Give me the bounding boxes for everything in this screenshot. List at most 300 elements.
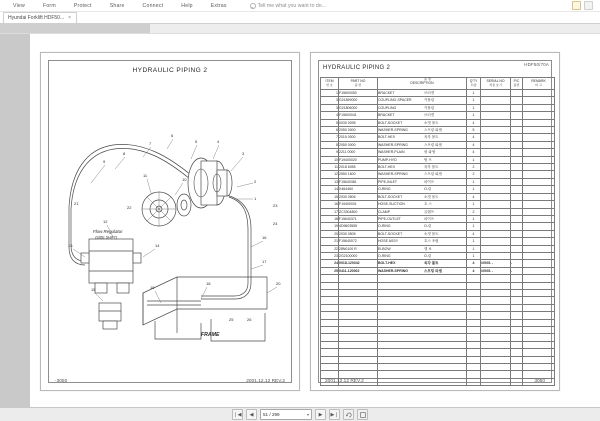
- cell-remark: [523, 141, 555, 148]
- cell-description: BRACKET 브러켓: [378, 90, 467, 97]
- cell-item: 21: [321, 238, 339, 245]
- cell-empty: [339, 364, 378, 371]
- cell-serial-no: [481, 245, 511, 252]
- cell-serial-no: [481, 215, 511, 222]
- svg-text:7: 7: [149, 141, 152, 146]
- cell-item: 13: [321, 178, 339, 185]
- cell-pc: [511, 252, 523, 259]
- lightbulb-icon: [250, 3, 255, 9]
- page-right-footer-right: 3050: [534, 379, 545, 384]
- previous-page-button[interactable]: ◀: [246, 409, 257, 420]
- cell-description: WASHER-PLAIN 평 와셈: [378, 149, 467, 156]
- cell-part-no: 2211 0000: [339, 149, 378, 156]
- cell-empty: [467, 327, 481, 334]
- next-page-button[interactable]: ▶: [315, 409, 326, 420]
- column-header-pc: P/C 품번: [511, 78, 523, 90]
- cell-empty: [321, 289, 339, 296]
- cell-empty: [481, 319, 511, 326]
- page-right-footer: [325, 379, 545, 384]
- cell-item: 18: [321, 215, 339, 222]
- cell-description: BOLT-HEX 육각 볼트: [378, 164, 467, 171]
- cell-item: 4: [321, 112, 339, 119]
- cell-empty: [523, 319, 555, 326]
- cell-empty: [481, 297, 511, 304]
- cell-empty: [511, 364, 523, 371]
- cell-part-no: F19400020: [339, 156, 378, 163]
- cell-empty: [511, 319, 523, 326]
- tell-me-label: Tell me what you want to do...: [257, 2, 327, 9]
- cell-pc: [511, 164, 523, 171]
- page-right[interactable]: [310, 52, 560, 391]
- column-header-description: DESCRIPTION 품 명: [378, 78, 467, 90]
- cell-empty: [378, 275, 467, 282]
- cell-part-no: F15640371: [339, 215, 378, 222]
- cell-empty: [523, 304, 555, 311]
- cell-empty: [481, 356, 511, 363]
- cell-part-no: 0030 0095: [339, 119, 378, 126]
- table-header-row: [321, 78, 555, 90]
- cell-qty: 1: [467, 238, 481, 245]
- cell-item: 10: [321, 156, 339, 163]
- cell-description: ELBOW 엘 보: [378, 245, 467, 252]
- table-filler-row: [321, 319, 555, 326]
- page-right-footer-left: 2001.12.12 REV.2: [325, 379, 364, 384]
- cell-empty: [378, 327, 467, 334]
- cell-pc: [511, 223, 523, 230]
- cell-empty: [339, 334, 378, 341]
- table-row: [321, 215, 555, 222]
- cell-empty: [467, 341, 481, 348]
- svg-text:19: 19: [150, 285, 155, 290]
- cell-empty: [339, 319, 378, 326]
- cell-part-no: F15640072: [339, 238, 378, 245]
- cell-empty: [511, 297, 523, 304]
- tell-me-search[interactable]: [250, 3, 326, 9]
- hydraulic-piping-diagram: [51, 87, 289, 367]
- fit-page-icon[interactable]: [357, 409, 368, 420]
- cell-item: 5: [321, 119, 339, 126]
- cell-empty: [339, 349, 378, 356]
- cell-description: O-RING O-링: [378, 223, 467, 230]
- cell-pc: [511, 193, 523, 200]
- table-row: [321, 134, 555, 141]
- cell-qty: 4: [467, 193, 481, 200]
- cell-pc: [511, 186, 523, 193]
- page-navigation-bar: [0, 407, 600, 421]
- cell-empty: [481, 312, 511, 319]
- cell-part-no: X464460: [339, 186, 378, 193]
- cell-remark: [523, 252, 555, 259]
- cell-serial-no: [481, 223, 511, 230]
- cell-serial-no: [481, 252, 511, 259]
- cell-empty: [511, 312, 523, 319]
- cell-empty: [467, 282, 481, 289]
- column-header-part-no: PART NO 품 번: [339, 78, 378, 90]
- cell-qty: 1: [467, 201, 481, 208]
- cell-empty: [378, 319, 467, 326]
- cell-qty: 1: [467, 112, 481, 119]
- cell-empty: [481, 327, 511, 334]
- cell-item: 7: [321, 134, 339, 141]
- cell-empty: [321, 297, 339, 304]
- cell-serial-no: [481, 134, 511, 141]
- close-icon[interactable]: ×: [68, 15, 72, 21]
- last-page-button[interactable]: ▶❘: [329, 409, 340, 420]
- cell-empty: [339, 312, 378, 319]
- cell-empty: [523, 341, 555, 348]
- cell-item: 23: [321, 252, 339, 259]
- table-row: [321, 141, 555, 148]
- cell-part-no: 2G2100000: [339, 252, 378, 259]
- cell-empty: [378, 312, 467, 319]
- cell-pc: [511, 238, 523, 245]
- cell-pc: [511, 245, 523, 252]
- cell-empty: [523, 364, 555, 371]
- cell-empty: [321, 371, 339, 378]
- cell-item: 16: [321, 201, 339, 208]
- cell-empty: [511, 371, 523, 378]
- cell-item: 17: [321, 208, 339, 215]
- table-filler-row: [321, 364, 555, 371]
- table-row: [321, 90, 555, 97]
- cell-empty: [339, 275, 378, 282]
- cell-empty: [321, 327, 339, 334]
- cell-empty: [467, 275, 481, 282]
- cell-serial-no: [481, 201, 511, 208]
- cell-serial-no: [481, 171, 511, 178]
- cell-description: PIPE-OUTLET 파이프: [378, 215, 467, 222]
- cell-empty: [378, 341, 467, 348]
- table-row: [321, 186, 555, 193]
- table-row: [321, 178, 555, 185]
- page-left-footer: [55, 379, 285, 384]
- table-row: [321, 119, 555, 126]
- cell-description: BOLT-SOCKET 소켓 볼트: [378, 193, 467, 200]
- cell-pc: -: [511, 260, 523, 267]
- cell-item: 22: [321, 245, 339, 252]
- table-row: [321, 104, 555, 111]
- menu-item-extras[interactable]: Extras: [210, 2, 227, 9]
- table-filler-row: [321, 349, 555, 356]
- column-header-serial-no: SERIAL NO 적용 호기: [481, 78, 511, 90]
- cell-empty: [511, 334, 523, 341]
- cell-empty: [321, 319, 339, 326]
- cell-description: HOSE-SUCTION 호 스: [378, 201, 467, 208]
- cell-remark: [523, 127, 555, 134]
- table-filler-row: [321, 275, 555, 282]
- cell-empty: [511, 349, 523, 356]
- cell-remark: [523, 134, 555, 141]
- cell-serial-no: [481, 112, 511, 119]
- toolbar-band: [0, 24, 600, 34]
- cell-part-no: ZC3304800: [339, 208, 378, 215]
- cell-pc: [511, 215, 523, 222]
- svg-text:18: 18: [206, 281, 211, 286]
- cell-serial-no: [481, 104, 511, 111]
- table-filler-row: [321, 297, 555, 304]
- svg-text:15: 15: [91, 287, 96, 292]
- options-button[interactable]: [584, 1, 593, 10]
- cell-pc: [511, 178, 523, 185]
- chevron-down-icon[interactable]: ▾: [306, 412, 309, 417]
- cell-qty: 2: [467, 164, 481, 171]
- menu-item-view[interactable]: View: [13, 2, 25, 9]
- cell-empty: [481, 282, 511, 289]
- cell-pc: -: [511, 267, 523, 274]
- cell-empty: [467, 371, 481, 378]
- cell-item: 9: [321, 149, 339, 156]
- frame-label: FRAME: [201, 332, 220, 338]
- menu-item-help[interactable]: Help: [181, 2, 193, 9]
- cell-qty: 1: [467, 97, 481, 104]
- svg-text:26: 26: [247, 317, 252, 322]
- cell-empty: [511, 341, 523, 348]
- cell-item: 19: [321, 223, 339, 230]
- cell-remark: [523, 245, 555, 252]
- page-left-footer-left: -3050: [55, 379, 68, 384]
- svg-text:17: 17: [262, 259, 267, 264]
- cell-item: 15: [321, 193, 339, 200]
- cell-serial-no: [481, 127, 511, 134]
- cell-qty: 5: [467, 127, 481, 134]
- cell-empty: [321, 364, 339, 371]
- cell-empty: [467, 319, 481, 326]
- cell-empty: [378, 334, 467, 341]
- cell-remark: [523, 171, 555, 178]
- account-button[interactable]: [572, 1, 581, 10]
- parts-table-title: HYDRAULIC PIPING 2: [323, 65, 391, 71]
- cell-remark: [523, 90, 555, 97]
- svg-text:5: 5: [195, 139, 198, 144]
- svg-text:14: 14: [155, 243, 160, 248]
- cell-qty: 1: [467, 178, 481, 185]
- window-controls: [572, 1, 596, 10]
- table-filler-row: [321, 334, 555, 341]
- column-header-remark: REMARK 비 고: [523, 78, 555, 90]
- menu-item-connect[interactable]: Connect: [142, 2, 164, 9]
- column-header-qty: Q'TY 수량: [467, 78, 481, 90]
- cell-part-no: G21806000: [339, 104, 378, 111]
- thumbnail-panel[interactable]: [0, 34, 30, 407]
- document-viewer: [0, 34, 600, 407]
- cell-pc: [511, 119, 523, 126]
- cell-remark: [523, 208, 555, 215]
- table-filler-row: [321, 304, 555, 311]
- cell-empty: [378, 356, 467, 363]
- cell-description: PIPE-INLET 파이프: [378, 178, 467, 185]
- page-left[interactable]: [40, 52, 300, 391]
- cell-empty: [511, 304, 523, 311]
- cell-remark: [523, 112, 555, 119]
- cell-qty: 1: [467, 252, 481, 259]
- cell-empty: [481, 341, 511, 348]
- cell-empty: [511, 282, 523, 289]
- cell-item: 20: [321, 230, 339, 237]
- parts-table: [320, 77, 555, 386]
- menu-item-share[interactable]: Share: [109, 2, 125, 9]
- cell-description: WASHER-SPRING 스프링 와셈: [378, 127, 467, 134]
- cell-empty: [523, 334, 555, 341]
- table-row: [321, 112, 555, 119]
- cell-empty: [523, 275, 555, 282]
- cell-serial-no: [481, 141, 511, 148]
- svg-text:9: 9: [103, 159, 106, 164]
- cell-empty: [339, 304, 378, 311]
- cell-part-no: G21899000: [339, 97, 378, 104]
- cell-serial-no: [481, 178, 511, 185]
- cell-pc: [511, 149, 523, 156]
- cell-item: 3: [321, 104, 339, 111]
- parts-table-body: [321, 90, 555, 386]
- svg-text:22: 22: [127, 205, 132, 210]
- menu-item-form[interactable]: Form: [42, 2, 56, 9]
- svg-text:11: 11: [143, 173, 148, 178]
- cell-empty: [481, 289, 511, 296]
- table-row: [321, 223, 555, 230]
- cell-part-no: 0018-120042: [339, 260, 378, 267]
- cell-empty: [481, 334, 511, 341]
- cell-description: BOLT-SOCKET 소켓 볼트: [378, 230, 467, 237]
- table-filler-row: [321, 371, 555, 378]
- cell-description: BOLT-HEX 육각 볼트: [378, 134, 467, 141]
- cell-part-no: F19400001: [339, 201, 378, 208]
- cell-empty: [378, 364, 467, 371]
- cell-part-no: 0411-120002: [339, 267, 378, 274]
- cell-serial-no: [481, 230, 511, 237]
- cell-qty: 1: [467, 245, 481, 252]
- table-row: [321, 149, 555, 156]
- cell-empty: [511, 327, 523, 334]
- cell-pc: [511, 97, 523, 104]
- cell-serial-no: [481, 149, 511, 156]
- cell-qty: 2: [467, 208, 481, 215]
- svg-text:4: 4: [217, 139, 220, 144]
- page-spread: [40, 52, 560, 391]
- cell-empty: [339, 341, 378, 348]
- document-tab[interactable]: [3, 12, 77, 23]
- cell-empty: [321, 356, 339, 363]
- cell-remark: [523, 193, 555, 200]
- page-title: HYDRAULIC PIPING 2: [132, 67, 208, 74]
- cell-qty: 1: [467, 104, 481, 111]
- cell-qty: 4: [467, 119, 481, 126]
- cell-description: BOLT-HEX 육각 볼트: [378, 260, 467, 267]
- toolbar-left-panel: [0, 24, 150, 33]
- cell-serial-no: [481, 156, 511, 163]
- cell-part-no: 4D9603555: [339, 223, 378, 230]
- cell-pc: [511, 208, 523, 215]
- cell-qty: 1: [467, 186, 481, 193]
- cell-remark: [523, 97, 555, 104]
- cell-empty: [481, 364, 511, 371]
- cell-pc: [511, 201, 523, 208]
- flow-regulator-label: Flow Regulator: [93, 229, 123, 234]
- cell-remark: [523, 201, 555, 208]
- cell-description: BOLT-SOCKET 소켓 볼트: [378, 119, 467, 126]
- cell-item: 25: [321, 267, 339, 274]
- cell-remark: [523, 267, 555, 274]
- rotate-icon[interactable]: [343, 409, 354, 420]
- svg-text:2: 2: [254, 179, 257, 184]
- cell-qty: 4: [467, 230, 481, 237]
- cell-empty: [321, 282, 339, 289]
- cell-description: WASHER-SPRING 스프링 와셈: [378, 171, 467, 178]
- cell-remark: [523, 178, 555, 185]
- table-row: [321, 208, 555, 215]
- table-row: [321, 252, 555, 259]
- cell-qty: 4: [467, 267, 481, 274]
- first-page-button[interactable]: ❘◀: [232, 409, 243, 420]
- cell-item: 6: [321, 127, 339, 134]
- cell-empty: [378, 297, 467, 304]
- cell-empty: [378, 349, 467, 356]
- cell-qty: 1: [467, 223, 481, 230]
- cell-remark: [523, 238, 555, 245]
- cell-pc: [511, 112, 523, 119]
- cell-empty: [467, 297, 481, 304]
- cell-empty: [339, 327, 378, 334]
- cell-empty: [467, 304, 481, 311]
- table-row: [321, 97, 555, 104]
- cell-empty: [467, 289, 481, 296]
- cell-part-no: 2018 6055: [339, 164, 378, 171]
- cell-item: 11: [321, 164, 339, 171]
- drawing-code: HDF50/70A: [524, 62, 549, 67]
- cell-pc: [511, 141, 523, 148]
- cell-empty: [481, 371, 511, 378]
- cell-qty: 4: [467, 149, 481, 156]
- callout-numbers: [68, 133, 281, 322]
- menu-item-protect[interactable]: Protect: [73, 2, 92, 9]
- table-row: [321, 230, 555, 237]
- page-left-footer-right: 2001.12.12 REV.2: [246, 379, 285, 384]
- cell-empty: [321, 341, 339, 348]
- cell-qty: 1: [467, 156, 481, 163]
- cell-remark: [523, 156, 555, 163]
- cell-remark: [523, 104, 555, 111]
- cell-pc: [511, 171, 523, 178]
- svg-text:25: 25: [229, 317, 234, 322]
- page-number-input[interactable]: [260, 409, 312, 420]
- cell-serial-no: [481, 119, 511, 126]
- table-row: [321, 260, 555, 267]
- cell-empty: [378, 282, 467, 289]
- cell-item: 8: [321, 141, 339, 148]
- cell-empty: [321, 334, 339, 341]
- table-filler-row: [321, 327, 555, 334]
- cell-empty: [523, 282, 555, 289]
- cell-serial-no: [481, 90, 511, 97]
- page-number-value: 51 / 299: [263, 412, 280, 417]
- cell-qty: 1: [467, 215, 481, 222]
- cell-part-no: F15600050: [339, 90, 378, 97]
- table-row: [321, 171, 555, 178]
- cell-part-no: 2050 0000: [339, 127, 378, 134]
- table-filler-row: [321, 312, 555, 319]
- cell-description: O-RING O-링: [378, 252, 467, 259]
- svg-text:8: 8: [123, 151, 126, 156]
- column-header-item: ITEM 번 호: [321, 78, 339, 90]
- cell-remark: [523, 230, 555, 237]
- table-filler-row: [321, 356, 555, 363]
- cell-part-no: 2550 1600: [339, 171, 378, 178]
- cell-empty: [523, 297, 555, 304]
- cell-part-no: 2030 0506: [339, 193, 378, 200]
- svg-text:3: 3: [242, 151, 245, 156]
- table-row: [321, 127, 555, 134]
- table-row: [321, 193, 555, 200]
- cell-serial-no: [481, 97, 511, 104]
